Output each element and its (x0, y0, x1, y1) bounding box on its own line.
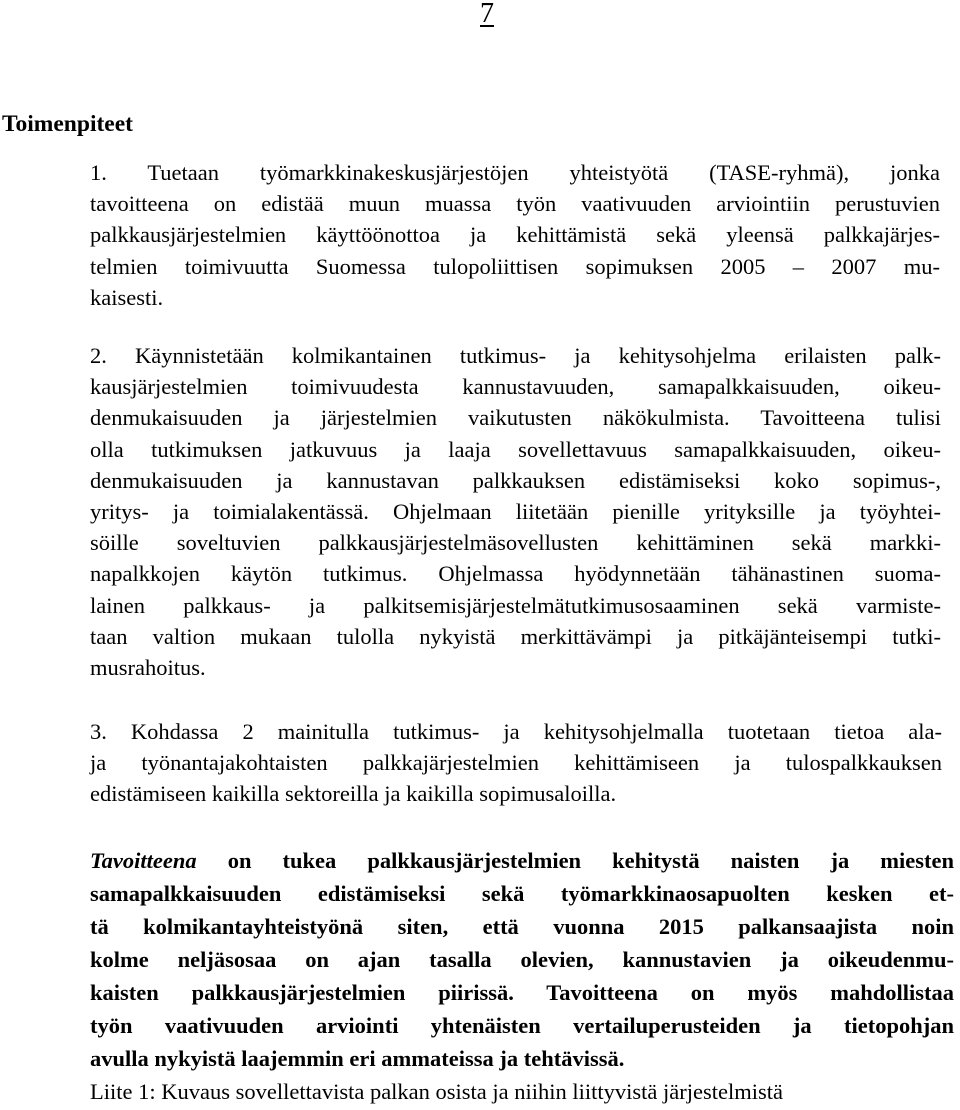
text-line: lainen palkkaus- ja palkitsemisjärjestelmätutkimusosaaminen sekä varmiste- (90, 592, 941, 618)
text-line: kaisten palkkausjärjestelmien piirissä. Tavoitteena on myös mahdollistaa (90, 980, 954, 1005)
text-line: avulla nykyistä laajemmin eri ammateissa ja tehtävissä. (90, 1046, 625, 1071)
text-line (90, 844, 954, 877)
goal-paragraph (90, 844, 954, 1075)
text-line: ja työnantajakohtaisten palkkajärjestelmien kehittämiseen ja tulospalkkauksen (90, 750, 942, 776)
action-item-3 (90, 716, 942, 810)
text-line: samapalkkaisuuden edistämiseksi sekä työmarkkinaosapuolten kesken et- (90, 881, 954, 906)
text-line: kausjärjestelmien toimivuudesta kannustavuuden, samapalkkaisuuden, oikeu- (90, 374, 941, 400)
text-line: musrahoitus. (90, 655, 206, 681)
page-number: 7 (480, 0, 494, 29)
goal-first-line: on tukea palkkausjärjestelmien kehitystä naisten ja miesten (196, 848, 954, 873)
text-line: söille soveltuvien palkkausjärjestelmäsovellusten kehittäminen sekä markki- (90, 530, 941, 556)
text-line: kaisesti. (90, 284, 164, 310)
text-line: 2. Käynnistetään kolmikantainen tutkimus- ja kehitysohjelma erilaisten palk- (90, 343, 941, 368)
text-line: denmukaisuuden ja kannustavan palkkauksen edistämiseksi koko sopimus-, (90, 467, 941, 493)
appendix-note: Liite 1: Kuvaus sovellettavista palkan osista ja niihin liittyvistä järjestelmistä (90, 1079, 783, 1104)
goal-emphasis: Tavoitteena (90, 848, 197, 873)
text-line: kolme neljäsosaa on ajan tasalla olevien, kannustavien ja oikeudenmu- (90, 947, 954, 972)
text-line: taan valtion mukaan tulolla nykyistä merkittävämpi ja pitkäjänteisempi tutki- (90, 623, 941, 649)
text-line: tä kolmikantayhteistyönä siten, että vuonna 2015 palkansaajista noin (90, 914, 954, 939)
text-line: yritys- ja toimialakentässä. Ohjelmaan liitetään pienille yrityksille ja työyhtei- (90, 499, 941, 525)
action-item-2 (90, 340, 941, 683)
section-heading: Toimenpiteet (2, 111, 133, 137)
text-line: 3. Kohdassa 2 mainitulla tutkimus- ja kehitysohjelmalla tuotetaan tietoa ala- (90, 719, 942, 744)
text-line: työn vaativuuden arviointi yhtenäisten vertailuperusteiden ja tietopohjan (90, 1013, 954, 1038)
text-line: edistämiseen kaikilla sektoreilla ja kaikilla sopimusaloilla. (90, 781, 617, 807)
text-line: telmien toimivuutta Suomessa tulopoliittisen sopimuksen 2005 – 2007 mu- (90, 253, 940, 279)
text-line: olla tutkimuksen jatkuvuus ja laaja sovellettavuus samapalkkaisuuden, oikeu- (90, 436, 941, 462)
text-line: denmukaisuuden ja järjestelmien vaikutusten näkökulmista. Tavoitteena tulisi (90, 405, 941, 431)
text-line: 1. Tuetaan työmarkkinakeskusjärjestöjen yhteistyötä (TASE-ryhmä), jonka (90, 160, 940, 185)
action-item-1 (90, 157, 940, 313)
text-line: palkkausjärjestelmien käyttöönottoa ja kehittämistä sekä yleensä palkkajärjes- (90, 222, 940, 248)
text-line: napalkkojen käytön tutkimus. Ohjelmassa hyödynnetään tähänastinen suoma- (90, 561, 941, 587)
text-line: tavoitteena on edistää muun muassa työn vaativuuden arviointiin perustuvien (90, 191, 940, 217)
